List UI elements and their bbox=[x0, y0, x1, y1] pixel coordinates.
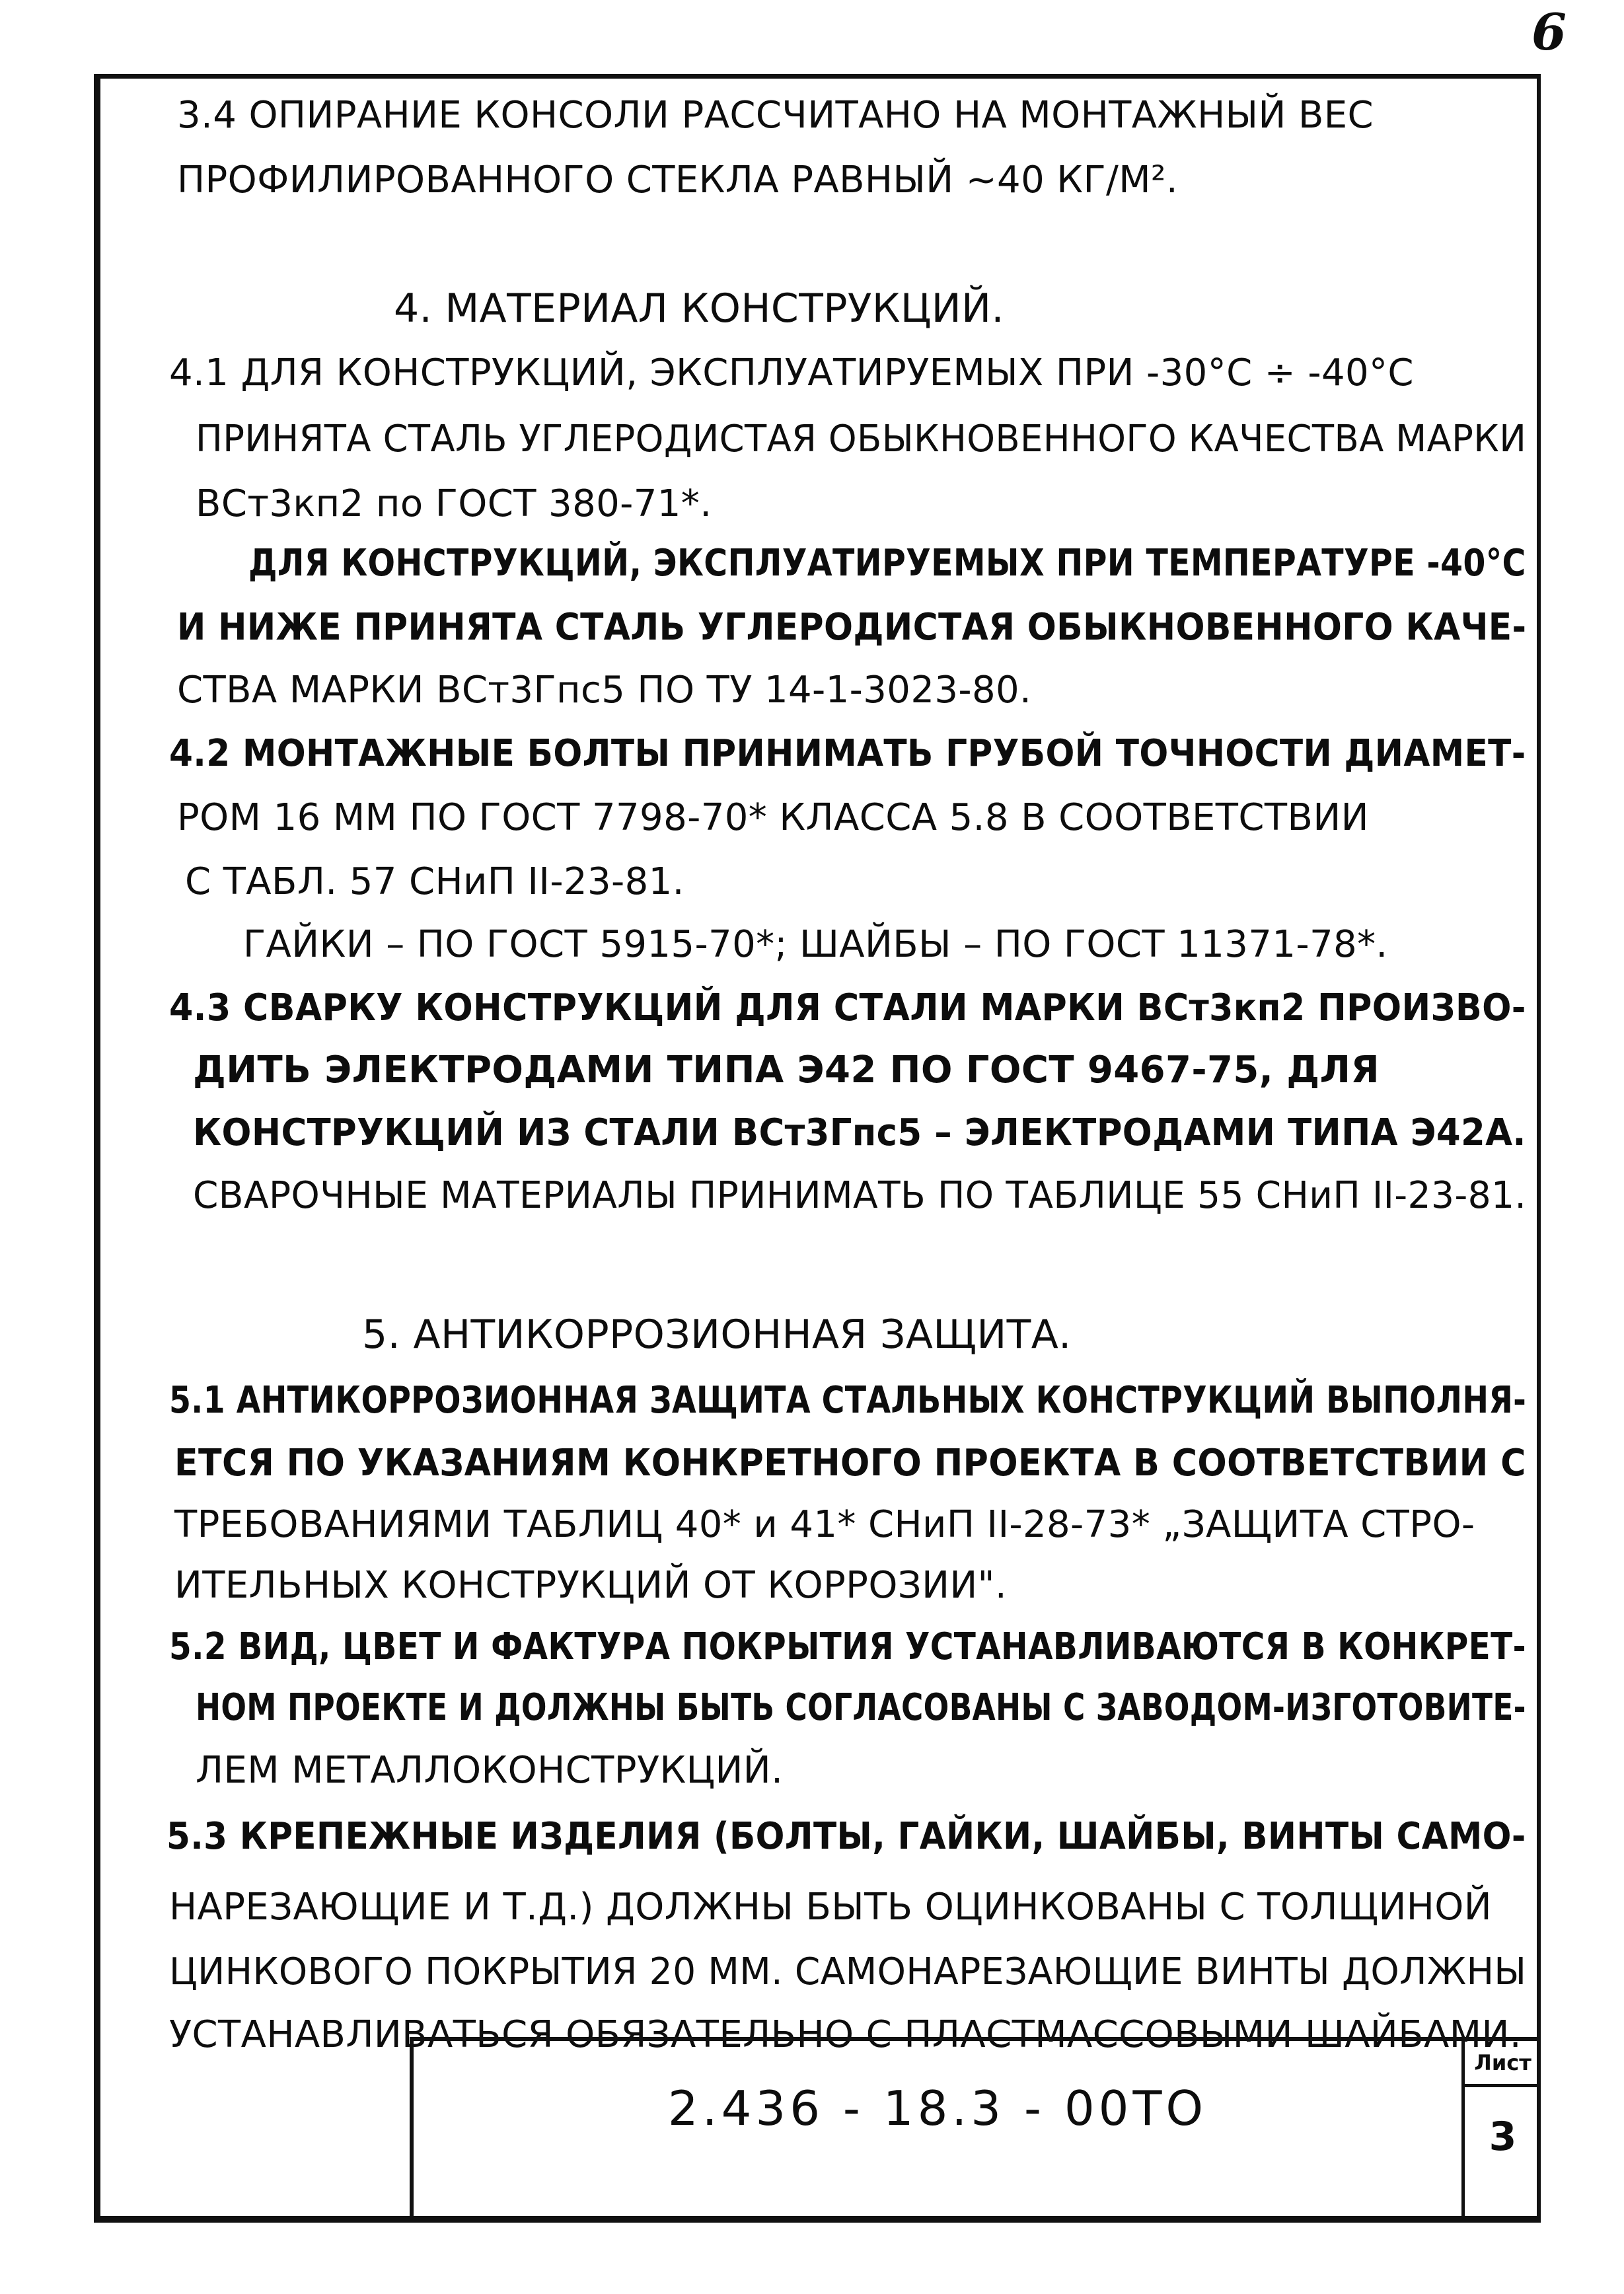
text-line: И НИЖЕ ПРИНЯТА СТАЛЬ УГЛЕРОДИСТАЯ ОБЫКНОВЕННОГО КАЧЕ- bbox=[177, 606, 1527, 649]
sheet-column bbox=[1461, 2041, 1541, 2223]
text-line: УСТАНАВЛИВАТЬСЯ ОБЯЗАТЕЛЬНО С ПЛАСТМАССОВЫМИ ШАЙБАМИ. bbox=[169, 2013, 1522, 2056]
text-line: НАРЕЗАЮЩИЕ И Т.Д.) ДОЛЖНЫ БЫТЬ ОЦИНКОВАНЫ С ТОЛЩИНОЙ bbox=[169, 1886, 1493, 1929]
text-line: С ТАБЛ. 57 СНиП II-23-81. bbox=[185, 860, 684, 903]
text-line: ЛЕМ МЕТАЛЛОКОНСТРУКЦИЙ. bbox=[196, 1749, 784, 1792]
text-line: ЦИНКОВОГО ПОКРЫТИЯ 20 ММ. САМОНАРЕЗАЮЩИЕ ВИНТЫ ДОЛЖНЫ bbox=[169, 1950, 1527, 1993]
text-line: 4.2 МОНТАЖНЫЕ БОЛТЫ ПРИНИМАТЬ ГРУБОЙ ТОЧНОСТИ ДИАМЕТ- bbox=[169, 732, 1526, 775]
text-line: ГАЙКИ – ПО ГОСТ 5915-70*; ШАЙБЫ – ПО ГОСТ 11371-78*. bbox=[243, 923, 1388, 966]
text-line: ПРОФИЛИРОВАННОГО СТЕКЛА РАВНЫЙ ~40 КГ/М². bbox=[177, 159, 1179, 202]
text-line: ВСт3кп2 по ГОСТ 380-71*. bbox=[196, 482, 712, 525]
section-5-heading: 5. АНТИКОРРОЗИОННАЯ ЗАЩИТА. bbox=[362, 1312, 1072, 1358]
text-line: СВАРОЧНЫЕ МАТЕРИАЛЫ ПРИНИМАТЬ ПО ТАБЛИЦЕ 55 СНиП II-23-81. bbox=[193, 1174, 1527, 1217]
text-line: 3.4 ОПИРАНИЕ КОНСОЛИ РАССЧИТАНО НА МОНТАЖНЫЙ ВЕС bbox=[177, 94, 1374, 137]
text-line: НОМ ПРОЕКТЕ И ДОЛЖНЫ БЫТЬ СОГЛАСОВАНЫ С ЗАВОДОМ-ИЗГОТОВИТЕ- bbox=[196, 1686, 1526, 1729]
text-line: 5.3 КРЕПЕЖНЫЕ ИЗДЕЛИЯ (БОЛТЫ, ГАЙКИ, ШАЙБЫ, ВИНТЫ САМО- bbox=[166, 1815, 1526, 1858]
title-block bbox=[410, 2037, 1541, 2223]
text-line: ЕТСЯ ПО УКАЗАНИЯМ КОНКРЕТНОГО ПРОЕКТА В СООТВЕТСТВИИ С bbox=[174, 1442, 1526, 1485]
text-line: 4.3 СВАРКУ КОНСТРУКЦИЙ ДЛЯ СТАЛИ МАРКИ ВСт3кп2 ПРОИЗВО- bbox=[169, 986, 1526, 1029]
text-line: СТВА МАРКИ ВСт3Гпс5 ПО ТУ 14-1-3023-80. bbox=[177, 669, 1032, 712]
sheet-number: 3 bbox=[1489, 2114, 1517, 2160]
text-line: 4.1 ДЛЯ КОНСТРУКЦИЙ, ЭКСПЛУАТИРУЕМЫХ ПРИ -30°С ÷ -40°С bbox=[169, 352, 1414, 394]
text-line: 5.2 ВИД, ЦВЕТ И ФАКТУРА ПОКРЫТИЯ УСТАНАВЛИВАЮТСЯ В КОНКРЕТ- bbox=[169, 1625, 1527, 1668]
section-4-heading: 4. МАТЕРИАЛ КОНСТРУКЦИЙ. bbox=[394, 285, 1004, 332]
sheet-label: Лист bbox=[1465, 2041, 1541, 2087]
document-designation: 2.436 - 18.3 - 00ТО bbox=[667, 2081, 1208, 2136]
text-line: КОНСТРУКЦИЙ ИЗ СТАЛИ ВСт3Гпс5 – ЭЛЕКТРОДАМИ ТИПА Э42А. bbox=[193, 1111, 1526, 1154]
text-line: ДИТЬ ЭЛЕКТРОДАМИ ТИПА Э42 ПО ГОСТ 9467-75, ДЛЯ bbox=[193, 1049, 1380, 1092]
text-line: ДЛЯ КОНСТРУКЦИЙ, ЭКСПЛУАТИРУЕМЫХ ПРИ ТЕМПЕРАТУРЕ -40°С bbox=[248, 542, 1526, 585]
text-line: РОМ 16 ММ ПО ГОСТ 7798-70* КЛАССА 5.8 В СООТВЕТСТВИИ bbox=[177, 796, 1369, 839]
text-line: ИТЕЛЬНЫХ КОНСТРУКЦИЙ ОТ КОРРОЗИИ". bbox=[174, 1564, 1008, 1607]
text-line: ПРИНЯТА СТАЛЬ УГЛЕРОДИСТАЯ ОБЫКНОВЕННОГО КАЧЕСТВА МАРКИ bbox=[196, 418, 1527, 461]
text-line: ТРЕБОВАНИЯМИ ТАБЛИЦ 40* и 41* СНиП II-28-73* „ЗАЩИТА СТРО- bbox=[174, 1503, 1475, 1546]
text-line: 5.1 АНТИКОРРОЗИОННАЯ ЗАЩИТА СТАЛЬНЫХ КОНСТРУКЦИЙ ВЫПОЛНЯ- bbox=[169, 1379, 1527, 1422]
page-number: 6 bbox=[1532, 3, 1567, 61]
